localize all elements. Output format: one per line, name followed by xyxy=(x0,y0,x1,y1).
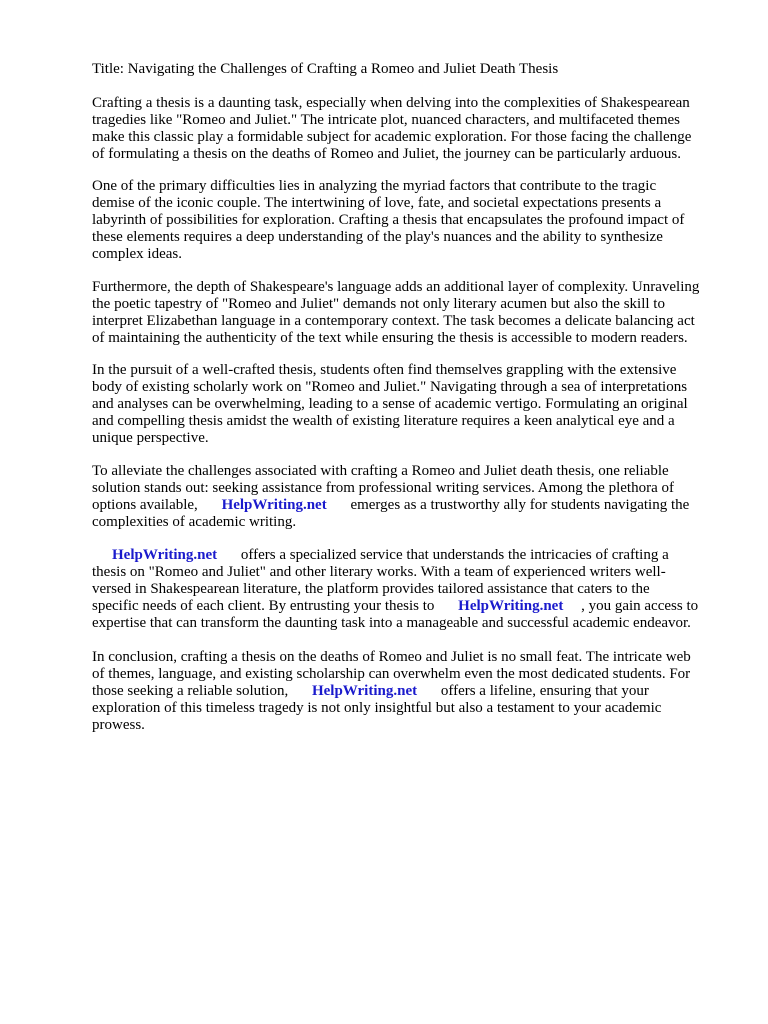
line-text: emerges as a trustworthy ally for students navigating the xyxy=(346,497,690,514)
paragraph-2 xyxy=(92,178,732,263)
helpwriting-link[interactable]: HelpWriting.net xyxy=(221,497,327,514)
paragraph-line: complexities of academic writing. xyxy=(92,514,297,531)
paragraph-line: of formulating a thesis on the deaths of Romeo and Juliet, the journey can be particularly arduous. xyxy=(92,146,682,163)
paragraph-line-with-link xyxy=(92,497,732,514)
paragraph-line-with-link xyxy=(92,683,732,700)
paragraph-3 xyxy=(92,279,732,347)
paragraph-4 xyxy=(92,362,732,447)
paragraph-line: In conclusion, crafting a thesis on the deaths of Romeo and Juliet is no small feat. The intricate web xyxy=(92,649,691,665)
paragraph-line: versed in Shakespearean literature, the platform provides tailored assistance that caters to the xyxy=(92,581,650,598)
paragraph-line: thesis on "Romeo and Juliet" and other literary works. With a team of experienced writers well- xyxy=(92,564,666,581)
paragraph-line: expertise that can transform the daunting task into a manageable and successful academic endeavor. xyxy=(92,615,691,632)
paragraph-line: One of the primary difficulties lies in analyzing the myriad factors that contribute to the tragic xyxy=(92,178,657,194)
paragraph-line: tragedies like "Romeo and Juliet." The intricate plot, nuanced characters, and multifaceted themes xyxy=(92,112,681,129)
paragraph-line: unique perspective. xyxy=(92,430,209,447)
paragraph-line: of themes, language, and existing scholarship can overwhelm even the most dedicated students. For xyxy=(92,666,691,683)
paragraph-line: body of existing scholarly work on "Romeo and Juliet." Navigating through a sea of interpretations xyxy=(92,379,688,396)
paragraph-line: In the pursuit of a well-crafted thesis, students often find themselves grappling with the extensive xyxy=(92,362,677,378)
document-title xyxy=(92,61,732,78)
paragraph-line: the poetic tapestry of "Romeo and Juliet" demands not only literary acumen but also the skill to xyxy=(92,296,665,313)
paragraph-line: these elements requires a deep understanding of the play's nuances and the ability to synthesize xyxy=(92,229,663,246)
paragraph-line-with-link xyxy=(92,547,732,564)
line-text: offers a lifeline, ensuring that your xyxy=(437,683,649,700)
paragraph-line: demise of the iconic couple. The intertwining of love, fate, and societal expectations presents a xyxy=(92,195,662,212)
paragraph-line: solution stands out: seeking assistance from professional writing services. Among the plethora of xyxy=(92,480,674,497)
helpwriting-link[interactable]: HelpWriting.net xyxy=(112,547,218,563)
paragraph-line: interpret Elizabethan language in a contemporary context. The task becomes a delicate balancing act xyxy=(92,313,695,330)
title-text: Title: Navigating the Challenges of Crafting a Romeo and Juliet Death Thesis xyxy=(92,61,559,77)
paragraph-line: Furthermore, the depth of Shakespeare's language adds an additional layer of complexity. Unraveling xyxy=(92,279,700,295)
paragraph-line: and compelling thesis amidst the wealth of existing literature requires a keen analytical eye and a xyxy=(92,413,675,430)
paragraph-line: make this classic play a formidable subject for academic exploration. For those facing the challenge xyxy=(92,129,692,146)
line-text: those seeking a reliable solution, xyxy=(92,683,292,700)
line-text: , you gain access to xyxy=(577,598,699,615)
line-text: offers a specialized service that understands the intricacies of crafting a xyxy=(237,547,669,563)
paragraph-line: prowess. xyxy=(92,717,145,734)
line-text: options available, xyxy=(92,497,202,514)
paragraph-line: of maintaining the authenticity of the text while ensuring the thesis is accessible to modern readers. xyxy=(92,330,688,347)
helpwriting-link[interactable]: HelpWriting.net xyxy=(458,598,564,615)
paragraph-line: exploration of this timeless tragedy is not only insightful but also a testament to your academic xyxy=(92,700,662,717)
paragraph-line-with-link xyxy=(92,598,732,615)
paragraph-1 xyxy=(92,95,732,163)
line-text: specific needs of each client. By entrusting your thesis to xyxy=(92,598,439,615)
paragraph-line: labyrinth of possibilities for exploration. Crafting a thesis that encapsulates the profound impact of xyxy=(92,212,685,229)
paragraph-line: Crafting a thesis is a daunting task, especially when delving into the complexities of Shakespearean xyxy=(92,95,690,111)
helpwriting-link[interactable]: HelpWriting.net xyxy=(311,683,418,700)
paragraph-line: and analyses can be overwhelming, leading to a sense of academic vertigo. Formulating an original xyxy=(92,396,688,413)
paragraph-line: complex ideas. xyxy=(92,246,182,263)
paragraph-6 xyxy=(92,547,732,632)
paragraph-5 xyxy=(92,463,732,531)
paragraph-7 xyxy=(92,649,732,734)
paragraph-line: To alleviate the challenges associated with crafting a Romeo and Juliet death thesis, one reliable xyxy=(92,463,669,479)
